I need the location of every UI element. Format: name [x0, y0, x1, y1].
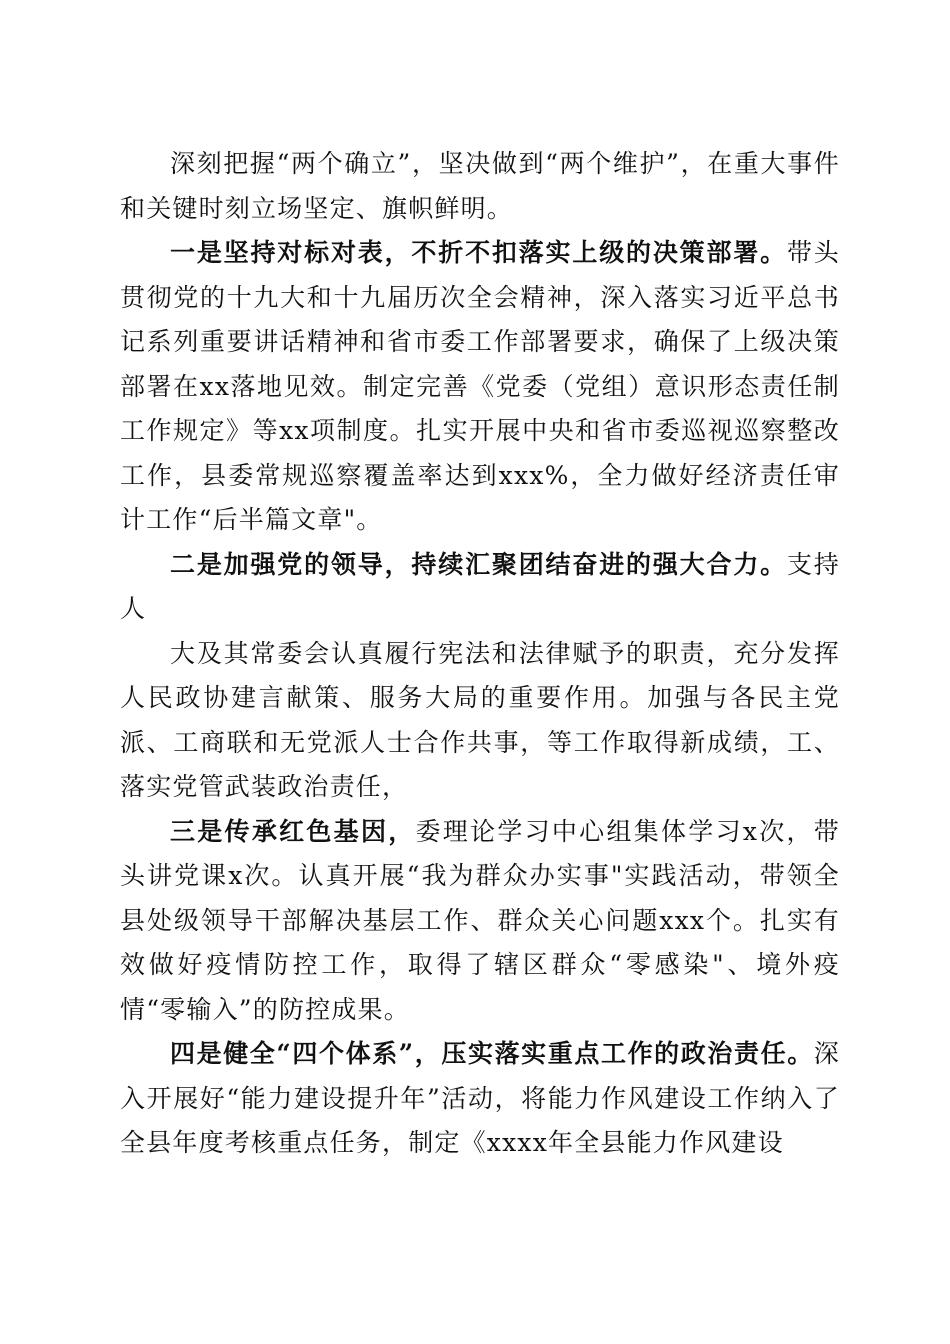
- paragraph-5-heading: 三是传承红色基因，: [170, 816, 416, 846]
- document-body: [120, 142, 840, 1166]
- paragraph-5: [120, 810, 840, 1033]
- paragraph-1: [120, 142, 840, 231]
- paragraph-6-heading: 四是健全“四个体系”，压实落实重点工作的政治责任。: [170, 1039, 814, 1068]
- paragraph-3: [120, 543, 840, 632]
- paragraph-6: [120, 1032, 840, 1166]
- paragraph-6-text: 深入开展好“能力建设提升年”活动，将能力作风建设工作纳入了全县年度考核重点任务，制定《xxxx年全县能力作风建设: [120, 1039, 840, 1157]
- paragraph-3-text: 支持人: [120, 549, 840, 623]
- paragraph-2: [120, 231, 840, 543]
- paragraph-4-text: 大及其常委会认真履行宪法和法律赋予的职责，充分发挥人民政协建言献策、服务大局的重要作用。加强与各民主党派、工商联和无党派人士合作共事，等工作取得新成绩，工、落实党管武装政治责任，: [120, 638, 840, 801]
- paragraph-2-text: 带头贯彻党的十九大和十九届历次全会精神，深入落实习近平总书记系列重要讲话精神和省市委工作部署要求，确保了上级决策部署在xx落地见效。制定完善《党委（党组）意识形态责任制工作规定》等xx项制度。扎实开展中央和省市委巡视巡察整改工作，县委常规巡察覆盖率达到xxx%，全力做好经济责任审计工作“后半篇文章"。: [120, 238, 840, 534]
- paragraph-1-text: 深刻把握“两个确立”，坚决做到“两个维护”，在重大事件和关键时刻立场坚定、旗帜鲜明。: [120, 149, 840, 223]
- paragraph-5-text: 委理论学习中心组集体学习x次，带头讲党课x次。认真开展“我为群众办实事"实践活动，带领全县处级领导干部解决基层工作、群众关心问题xxx个。扎实有效做好疫情防控工作，取得了辖区群众“零感染"、境外疫情“零输入”的防控成果。: [120, 816, 840, 1024]
- paragraph-3-heading: 二是加强党的领导，持续汇聚团结奋进的强大合力。: [170, 549, 787, 579]
- paragraph-4: [120, 632, 840, 810]
- paragraph-2-heading: 一是坚持对标对表，不折不扣落实上级的决策部署。: [170, 238, 787, 267]
